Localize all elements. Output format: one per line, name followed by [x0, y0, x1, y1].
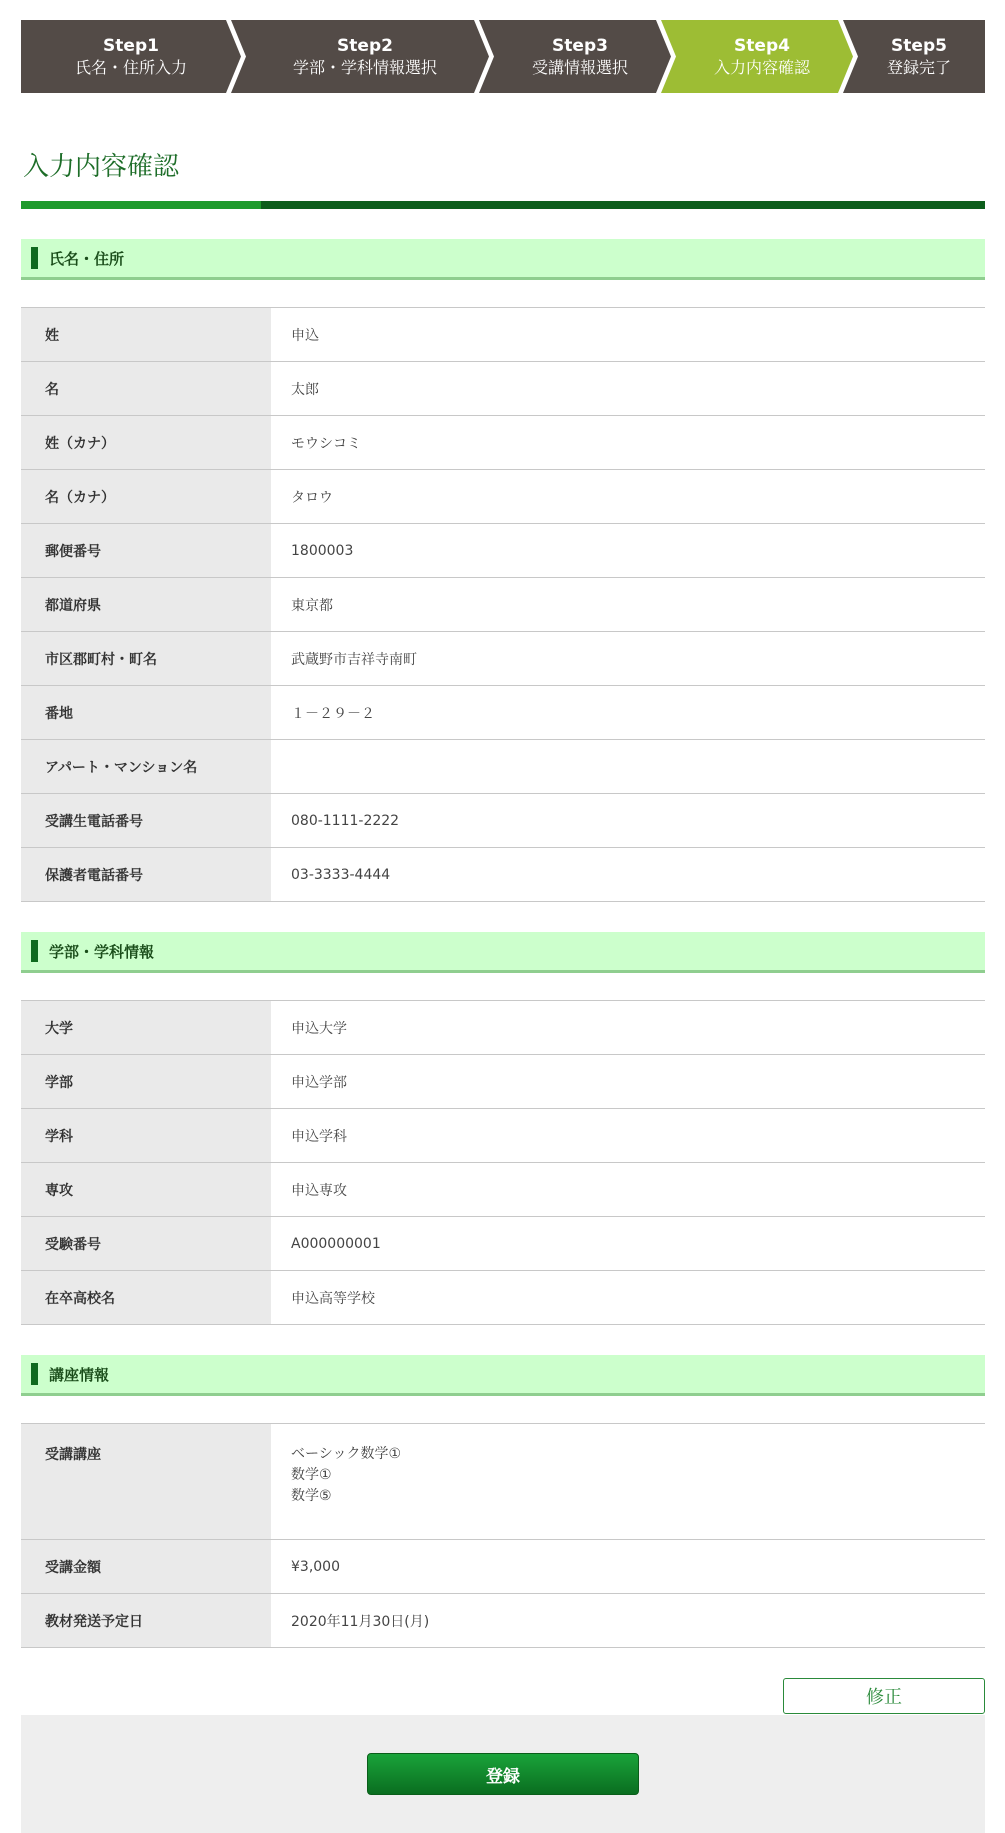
row-label: 受講金額: [21, 1540, 271, 1594]
row-value: 03-3333-4444: [271, 848, 985, 902]
faculty-table: [21, 1000, 985, 1325]
step-4-active: [671, 20, 853, 93]
table-row: [21, 1271, 985, 1325]
step-progress-bar: [21, 20, 985, 93]
table-row: [21, 362, 985, 416]
course-item: ベーシック数学①: [291, 1446, 401, 1462]
course-item: 数学①: [291, 1467, 332, 1483]
row-label: 受講講座: [21, 1424, 271, 1540]
row-label: 保護者電話番号: [21, 848, 271, 902]
table-row: [21, 1594, 985, 1648]
section-heading-label: 講座情報: [49, 1365, 110, 1384]
step-1: [21, 20, 241, 93]
step-2-title: Step2: [337, 35, 393, 56]
row-value: ¥3,000: [271, 1540, 985, 1594]
page-container: [21, 20, 985, 1833]
row-value: タロウ: [271, 470, 985, 524]
title-underline: [21, 201, 985, 209]
table-row: [21, 740, 985, 794]
row-value: A000000001: [271, 1217, 985, 1271]
step-5-subtitle: 登録完了: [886, 57, 951, 77]
step-5: [853, 20, 985, 93]
table-row: [21, 524, 985, 578]
table-row: [21, 470, 985, 524]
row-label: 教材発送予定日: [21, 1594, 271, 1648]
row-label: 大学: [21, 1001, 271, 1055]
row-label: 都道府県: [21, 578, 271, 632]
row-label: 番地: [21, 686, 271, 740]
row-value: １－２９－２: [271, 686, 985, 740]
row-value: 2020年11月30日(月): [271, 1594, 985, 1648]
table-row: [21, 686, 985, 740]
row-value: 武蔵野市吉祥寺南町: [271, 632, 985, 686]
row-value: 申込大学: [271, 1001, 985, 1055]
address-table: [21, 307, 985, 902]
register-button[interactable]: 登録: [367, 1753, 639, 1795]
row-label: 受講生電話番号: [21, 794, 271, 848]
step-1-title: Step1: [103, 35, 159, 56]
table-row: [21, 1540, 985, 1594]
table-row: [21, 1424, 985, 1540]
row-label: 受験番号: [21, 1217, 271, 1271]
section-heading-label: 学部・学科情報: [49, 942, 155, 961]
table-row: [21, 1163, 985, 1217]
title-underline-rest: [261, 201, 985, 209]
row-value: 太郎: [271, 362, 985, 416]
submit-area: [21, 1715, 985, 1833]
step-5-title: Step5: [891, 35, 947, 56]
section-marker: [31, 247, 38, 269]
course-table: [21, 1423, 985, 1648]
row-label: 学部: [21, 1055, 271, 1109]
row-value: 申込高等学校: [271, 1271, 985, 1325]
row-value: 申込: [271, 308, 985, 362]
row-value: 申込学科: [271, 1109, 985, 1163]
step-1-subtitle: 氏名・住所入力: [74, 57, 187, 77]
row-value: モウシコミ: [271, 416, 985, 470]
step-3: [489, 20, 671, 93]
step-3-subtitle: 受講情報選択: [531, 57, 628, 77]
section-marker: [31, 1363, 38, 1385]
page-title: 入力内容確認: [23, 152, 180, 182]
row-value: 1800003: [271, 524, 985, 578]
row-label: 姓: [21, 308, 271, 362]
step-2: [241, 20, 489, 93]
table-row: [21, 308, 985, 362]
table-row: [21, 578, 985, 632]
row-label: 郵便番号: [21, 524, 271, 578]
row-label: 市区郡町村・町名: [21, 632, 271, 686]
row-value: 080-1111-2222: [271, 794, 985, 848]
row-value: 申込学部: [271, 1055, 985, 1109]
title-underline-accent: [21, 201, 261, 209]
step-3-title: Step3: [552, 35, 608, 56]
table-row: [21, 1109, 985, 1163]
table-row: [21, 848, 985, 902]
course-list: [271, 1424, 985, 1540]
step-4-title: Step4: [734, 35, 790, 56]
section-heading-faculty: [21, 932, 985, 973]
table-row: [21, 416, 985, 470]
course-item: 数学⑤: [291, 1488, 332, 1504]
fix-button[interactable]: 修正: [783, 1678, 985, 1714]
row-label: 学科: [21, 1109, 271, 1163]
table-row: [21, 632, 985, 686]
section-heading-label: 氏名・住所: [49, 249, 125, 268]
step-4-subtitle: 入力内容確認: [713, 57, 810, 77]
row-value: [271, 740, 985, 794]
table-row: [21, 1217, 985, 1271]
table-row: [21, 1001, 985, 1055]
section-heading-address: [21, 239, 985, 280]
row-label: 姓（カナ）: [21, 416, 271, 470]
step-2-subtitle: 学部・学科情報選択: [292, 57, 437, 77]
row-label: 名: [21, 362, 271, 416]
table-row: [21, 1055, 985, 1109]
row-label: アパート・マンション名: [21, 740, 271, 794]
table-row: [21, 794, 985, 848]
row-label: 専攻: [21, 1163, 271, 1217]
section-heading-course: [21, 1355, 985, 1396]
section-marker: [31, 940, 38, 962]
row-value: 東京都: [271, 578, 985, 632]
fix-row: [21, 1678, 985, 1714]
row-label: 在卒高校名: [21, 1271, 271, 1325]
row-value: 申込専攻: [271, 1163, 985, 1217]
row-label: 名（カナ）: [21, 470, 271, 524]
